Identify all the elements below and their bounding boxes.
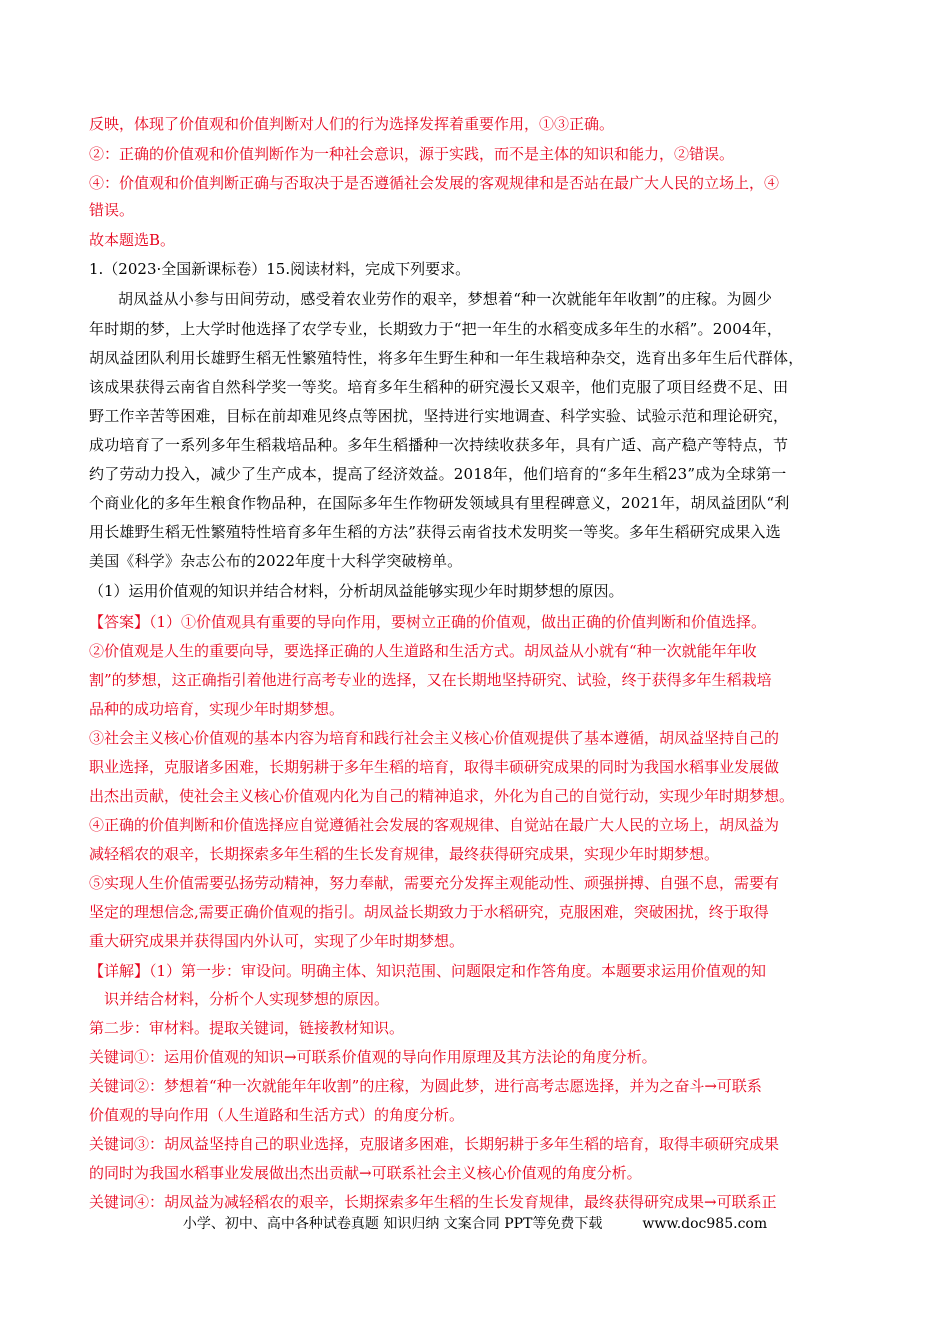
footer-text: 小学、初中、高中各种试卷真题 知识归纳 文案合同 PPT等免费下载 — [182, 1216, 603, 1232]
answer-line: 坚定的理想信念,需要正确价值观的指引。胡凤益长期致力于水稻研究，克服困难，突破困扰，终于取得 — [89, 903, 769, 921]
text-line: ②：正确的价值观和价值判断作为一种社会意识，源于实践，而不是主体的知识和能力，②错误。 — [89, 145, 735, 163]
explanation-line: 价值观的导向作用（人生道路和生活方式）的角度分析。 — [89, 1106, 465, 1124]
explanation-line: 第二步：审材料。提取关键词，链接教材知识。 — [89, 1019, 405, 1037]
explanation-line: 的同时为我国水稻事业发展做出杰出贡献→可联系社会主义核心价值观的角度分析。 — [89, 1164, 642, 1182]
question-header: 1.（2023·全国新课标卷）15.阅读材料，完成下列要求。 — [89, 260, 471, 278]
material-line: 约了劳动力投入，减少了生产成本，提高了经济效益。2018年，他们培育的“多年生稻23”成为全球第一 — [89, 465, 787, 483]
material-line: 个商业化的多年生粮食作物品种，在国际多年生作物研发领域具有里程碑意义，2021年，胡凤益团队“利 — [89, 494, 790, 512]
explanation-line: 关键词②：梦想着“种一次就能年年收割”的庄稼，为圆此梦，进行高考志愿选择，并为之奋斗→可联系 — [89, 1077, 762, 1095]
text-line: 错误。 — [89, 201, 135, 219]
answer-line: ③社会主义核心价值观的基本内容为培育和践行社会主义核心价值观提供了基本遵循，胡凤益坚持自己的 — [89, 729, 780, 747]
answer-line: ②价值观是人生的重要向导，要选择正确的人生道路和生活方式。胡凤益从小就有“种一次就能年年收 — [89, 642, 757, 660]
material-line: 该成果获得云南省自然科学奖一等奖。培育多年生稻种的研究漫长又艰辛，他们克服了项目经费不足、田 — [89, 378, 789, 396]
explanation-line: 【详解】（1）第一步：审设问。明确主体、知识范围、问题限定和作答角度。本题要求运用价值观的知 — [89, 962, 767, 980]
answer-line: 减轻稻农的艰辛，长期探索多年生稻的生长发育规律，最终获得研究成果，实现少年时期梦想。 — [89, 845, 720, 863]
answer-line: 职业选择，克服诸多困难，长期躬耕于多年生稻的培育，取得丰硕研究成果的同时为我国水稻事业发展做 — [89, 758, 780, 776]
text-line: ④：价值观和价值判断正确与否取决于是否遵循社会发展的客观规律和是否站在最广大人民的立场上，④ — [89, 174, 780, 192]
explanation-line: 关键词④：胡凤益为减轻稻农的艰辛，长期探索多年生稻的生长发育规律，最终获得研究成果→可联系正 — [89, 1193, 777, 1211]
answer-line: 【答案】（1）①价值观具有重要的导向作用，要树立正确的价值观，做出正确的价值判断和价值选择。 — [89, 613, 767, 631]
page-footer — [0, 1213, 950, 1233]
material-line: 年时期的梦，上大学时他选择了农学专业，长期致力于“把一年生的水稻变成多年生的水稻”。2004年， — [89, 320, 783, 338]
text-line: 反映，体现了价值观和价值判断对人们的行为选择发挥着重要作用，①③正确。 — [89, 115, 615, 133]
material-line: 美国《科学》杂志公布的2022年度十大科学突破榜单。 — [89, 552, 463, 570]
answer-line: ⑤实现人生价值需要弘扬劳动精神，努力奉献，需要充分发挥主观能动性、顽强拼搏、自强不息，需要有 — [89, 874, 780, 892]
explanation-line: 关键词③：胡凤益坚持自己的职业选择，克服诸多困难，长期躬耕于多年生稻的培育，取得丰硕研究成果 — [89, 1135, 780, 1153]
material-line: 成功培育了一系列多年生稻栽培品种。多年生稻播种一次持续收获多年，具有广适、高产稳产等特点，节 — [89, 436, 789, 454]
answer-line: 出杰出贡献，使社会主义核心价值观内化为自己的精神追求，外化为自己的自觉行动，实现少年时期梦想。 — [89, 787, 795, 805]
text-line: 故本题选B。 — [89, 231, 176, 249]
material-line: 野工作辛苦等困难，目标在前却难见终点等困扰，坚持进行实地调查、科学实验、试验示范和理论研究， — [89, 407, 789, 425]
material-line: 胡凤益团队利用长雄野生稻无性繁殖特性，将多年生野生种和一年生栽培种杂交，选育出多年生后代群体， — [89, 349, 804, 367]
explanation-line: 关键词①：运用价值观的知识→可联系价值观的导向作用原理及其方法论的角度分析。 — [89, 1048, 657, 1066]
answer-line: ④正确的价值判断和价值选择应自觉遵循社会发展的客观规律、自觉站在最广大人民的立场上，胡凤益为 — [89, 816, 780, 834]
answer-line: 割”的梦想，这正确指引着他进行高考专业的选择，又在长期地坚持研究、试验，终于获得多年生稻栽培 — [89, 671, 772, 689]
sub-question: （1）运用价值观的知识并结合材料，分析胡凤益能够实现少年时期梦想的原因。 — [89, 582, 624, 600]
answer-line: 品种的成功培育，实现少年时期梦想。 — [89, 700, 345, 718]
material-line: 用长雄野生稻无性繁殖特性培育多年生稻的方法”获得云南省技术发明奖一等奖。多年生稻研究成果入选 — [89, 523, 781, 541]
material-line: 胡凤益从小参与田间劳动，感受着农业劳作的艰辛，梦想着“种一次就能年年收割”的庄稼。为圆少 — [118, 290, 773, 308]
answer-line: 重大研究成果并获得国内外认可，实现了少年时期梦想。 — [89, 932, 465, 950]
explanation-line: 识并结合材料，分析个人实现梦想的原因。 — [104, 990, 390, 1008]
footer-site-link[interactable]: www.doc985.com — [642, 1216, 768, 1232]
